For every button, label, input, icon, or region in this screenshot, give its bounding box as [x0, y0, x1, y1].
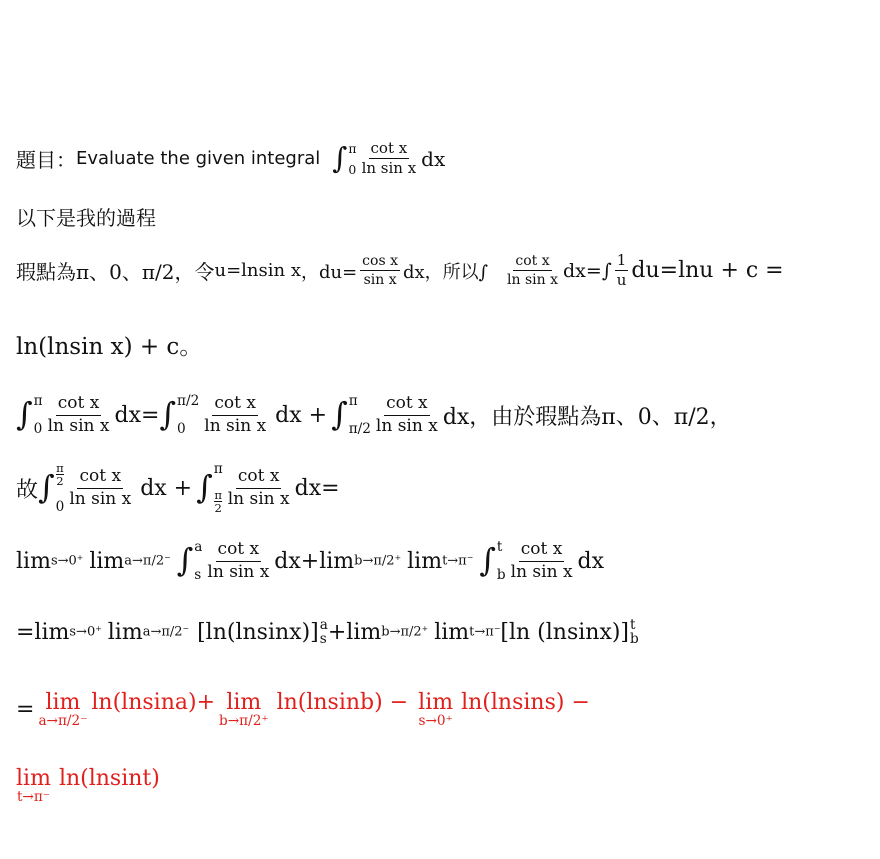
bracket-2: [ln (lnsinx)]: [500, 619, 630, 645]
integral-6: ∫ a s: [176, 539, 203, 583]
bracket-1: [ln(lnsinx)]: [197, 619, 319, 645]
fraction-3: $\frac{\text{cot x}}{\text{ln sin x}}$: [375, 393, 438, 436]
du-suffix: dx，所以∫: [402, 261, 489, 283]
lim-4-sub: t→π−: [442, 553, 474, 569]
problem-integral: ∫ π 0: [332, 140, 357, 177]
expr-b: ln(lnsinb) −: [276, 690, 409, 715]
expr-t: ln(lnsint): [58, 766, 160, 791]
lim-6-sub: a→π/2−: [142, 624, 190, 641]
thus-label: 故: [16, 477, 39, 503]
dx-eq: dx=: [294, 475, 340, 501]
limit-integral-line: [16, 540, 604, 582]
final-eq: =: [16, 697, 35, 722]
integral-5: ∫ π π 2: [196, 461, 223, 515]
lim-8-sub: t→π−: [469, 624, 501, 641]
problem-line: [16, 140, 445, 178]
lim-4: lim: [407, 548, 443, 574]
fraction-2: $\frac{\text{cot x}}{\text{ln sin x}}$: [204, 393, 267, 436]
lim-2: lim: [89, 548, 125, 574]
lim-7-sub: b→π/2+: [381, 624, 429, 641]
fraction-4: $\frac{\text{cot x}}{\text{ln sin x}}$: [69, 465, 132, 509]
limit-s: lim s→0⁺: [418, 690, 454, 729]
fraction-5: $\frac{\text{cot x}}{\text{ln sin x}}$: [227, 465, 290, 509]
integral-7: ∫ t b: [479, 539, 506, 583]
expr-s: ln(lnsins) −: [461, 690, 590, 715]
dx-plus-lim: dx+lim: [274, 548, 355, 574]
substitution-u: u=lnsin x: [214, 260, 301, 282]
fraction-7: $\frac{\text{cot x}}{\text{ln sin x}}$: [510, 539, 573, 582]
cot-fraction: $\frac{\text{cot x}}{\text{ln sin x}}$: [507, 253, 559, 289]
problem-label: 題目：: [16, 148, 76, 173]
expr-a: ln(lnsina)+: [91, 690, 216, 715]
lim-3-sub: b→π/2+: [354, 553, 402, 569]
bracket-line: [16, 618, 639, 647]
du-fraction: $\frac{\text{cos x}}{\text{sin x}}$: [362, 253, 398, 289]
du-label: ，du=: [300, 261, 358, 283]
tail-text: dx，由於瑕點為π、0、π/2，: [442, 404, 732, 430]
bracket-2-limits: t b: [630, 617, 639, 648]
fraction-6: $\frac{\text{cot x}}{\text{ln sin x}}$: [207, 539, 270, 582]
final-limits-line: [16, 690, 590, 729]
lim-6: lim: [107, 619, 143, 645]
bracket-1-limits: a s: [319, 617, 328, 648]
lim-5-sub: s→0+: [69, 624, 102, 641]
limit-a: lim a→π/2⁻: [38, 690, 88, 729]
problem-text: Evaluate the given integral: [76, 148, 321, 170]
eq-1: dx=: [114, 402, 160, 428]
lim-1: lim: [16, 548, 51, 574]
antiderivative: du=lnu + c =: [631, 258, 784, 284]
integral-eq: dx=∫: [563, 259, 612, 282]
singular-points-text: 瑕點為π、0、π/2，令: [16, 260, 215, 285]
problem-dx: dx: [421, 146, 446, 171]
plus-2: dx +: [140, 475, 193, 501]
integral-2: ∫ π/2 0: [159, 393, 200, 437]
integral-3: ∫ π π/2: [331, 393, 371, 437]
limit-b: lim b→π/2⁺: [219, 690, 269, 729]
integral-1: ∫ π 0: [16, 393, 43, 437]
intro-text: 以下是我的過程: [16, 206, 156, 230]
plus-lim: +lim: [327, 619, 382, 645]
final-limit-t-line: [16, 766, 160, 805]
integral-4: ∫ π 2 0: [38, 461, 65, 515]
lim-8: lim: [434, 619, 470, 645]
eq-lim-1: =lim: [16, 619, 70, 645]
dx-end: dx: [577, 548, 605, 574]
substitution-line: [16, 252, 784, 290]
plus-1: dx +: [275, 402, 328, 428]
fraction-1: $\frac{\text{cot x}}{\text{ln sin x}}$: [47, 393, 110, 436]
thus-line: [16, 462, 340, 514]
lim-2-sub: a→π/2−: [124, 553, 171, 569]
result-line: ln(lnsin x) + c。: [16, 334, 203, 360]
limit-t: lim t→π⁻: [16, 766, 51, 805]
lim-1-sub: s→0+: [50, 553, 84, 569]
problem-fraction: $\frac{\text{cot x}}{\text{ln sin x}}$: [361, 139, 417, 178]
split-integral-line: [16, 394, 732, 436]
one-over-u: $\frac{1}{u}$: [616, 251, 627, 290]
